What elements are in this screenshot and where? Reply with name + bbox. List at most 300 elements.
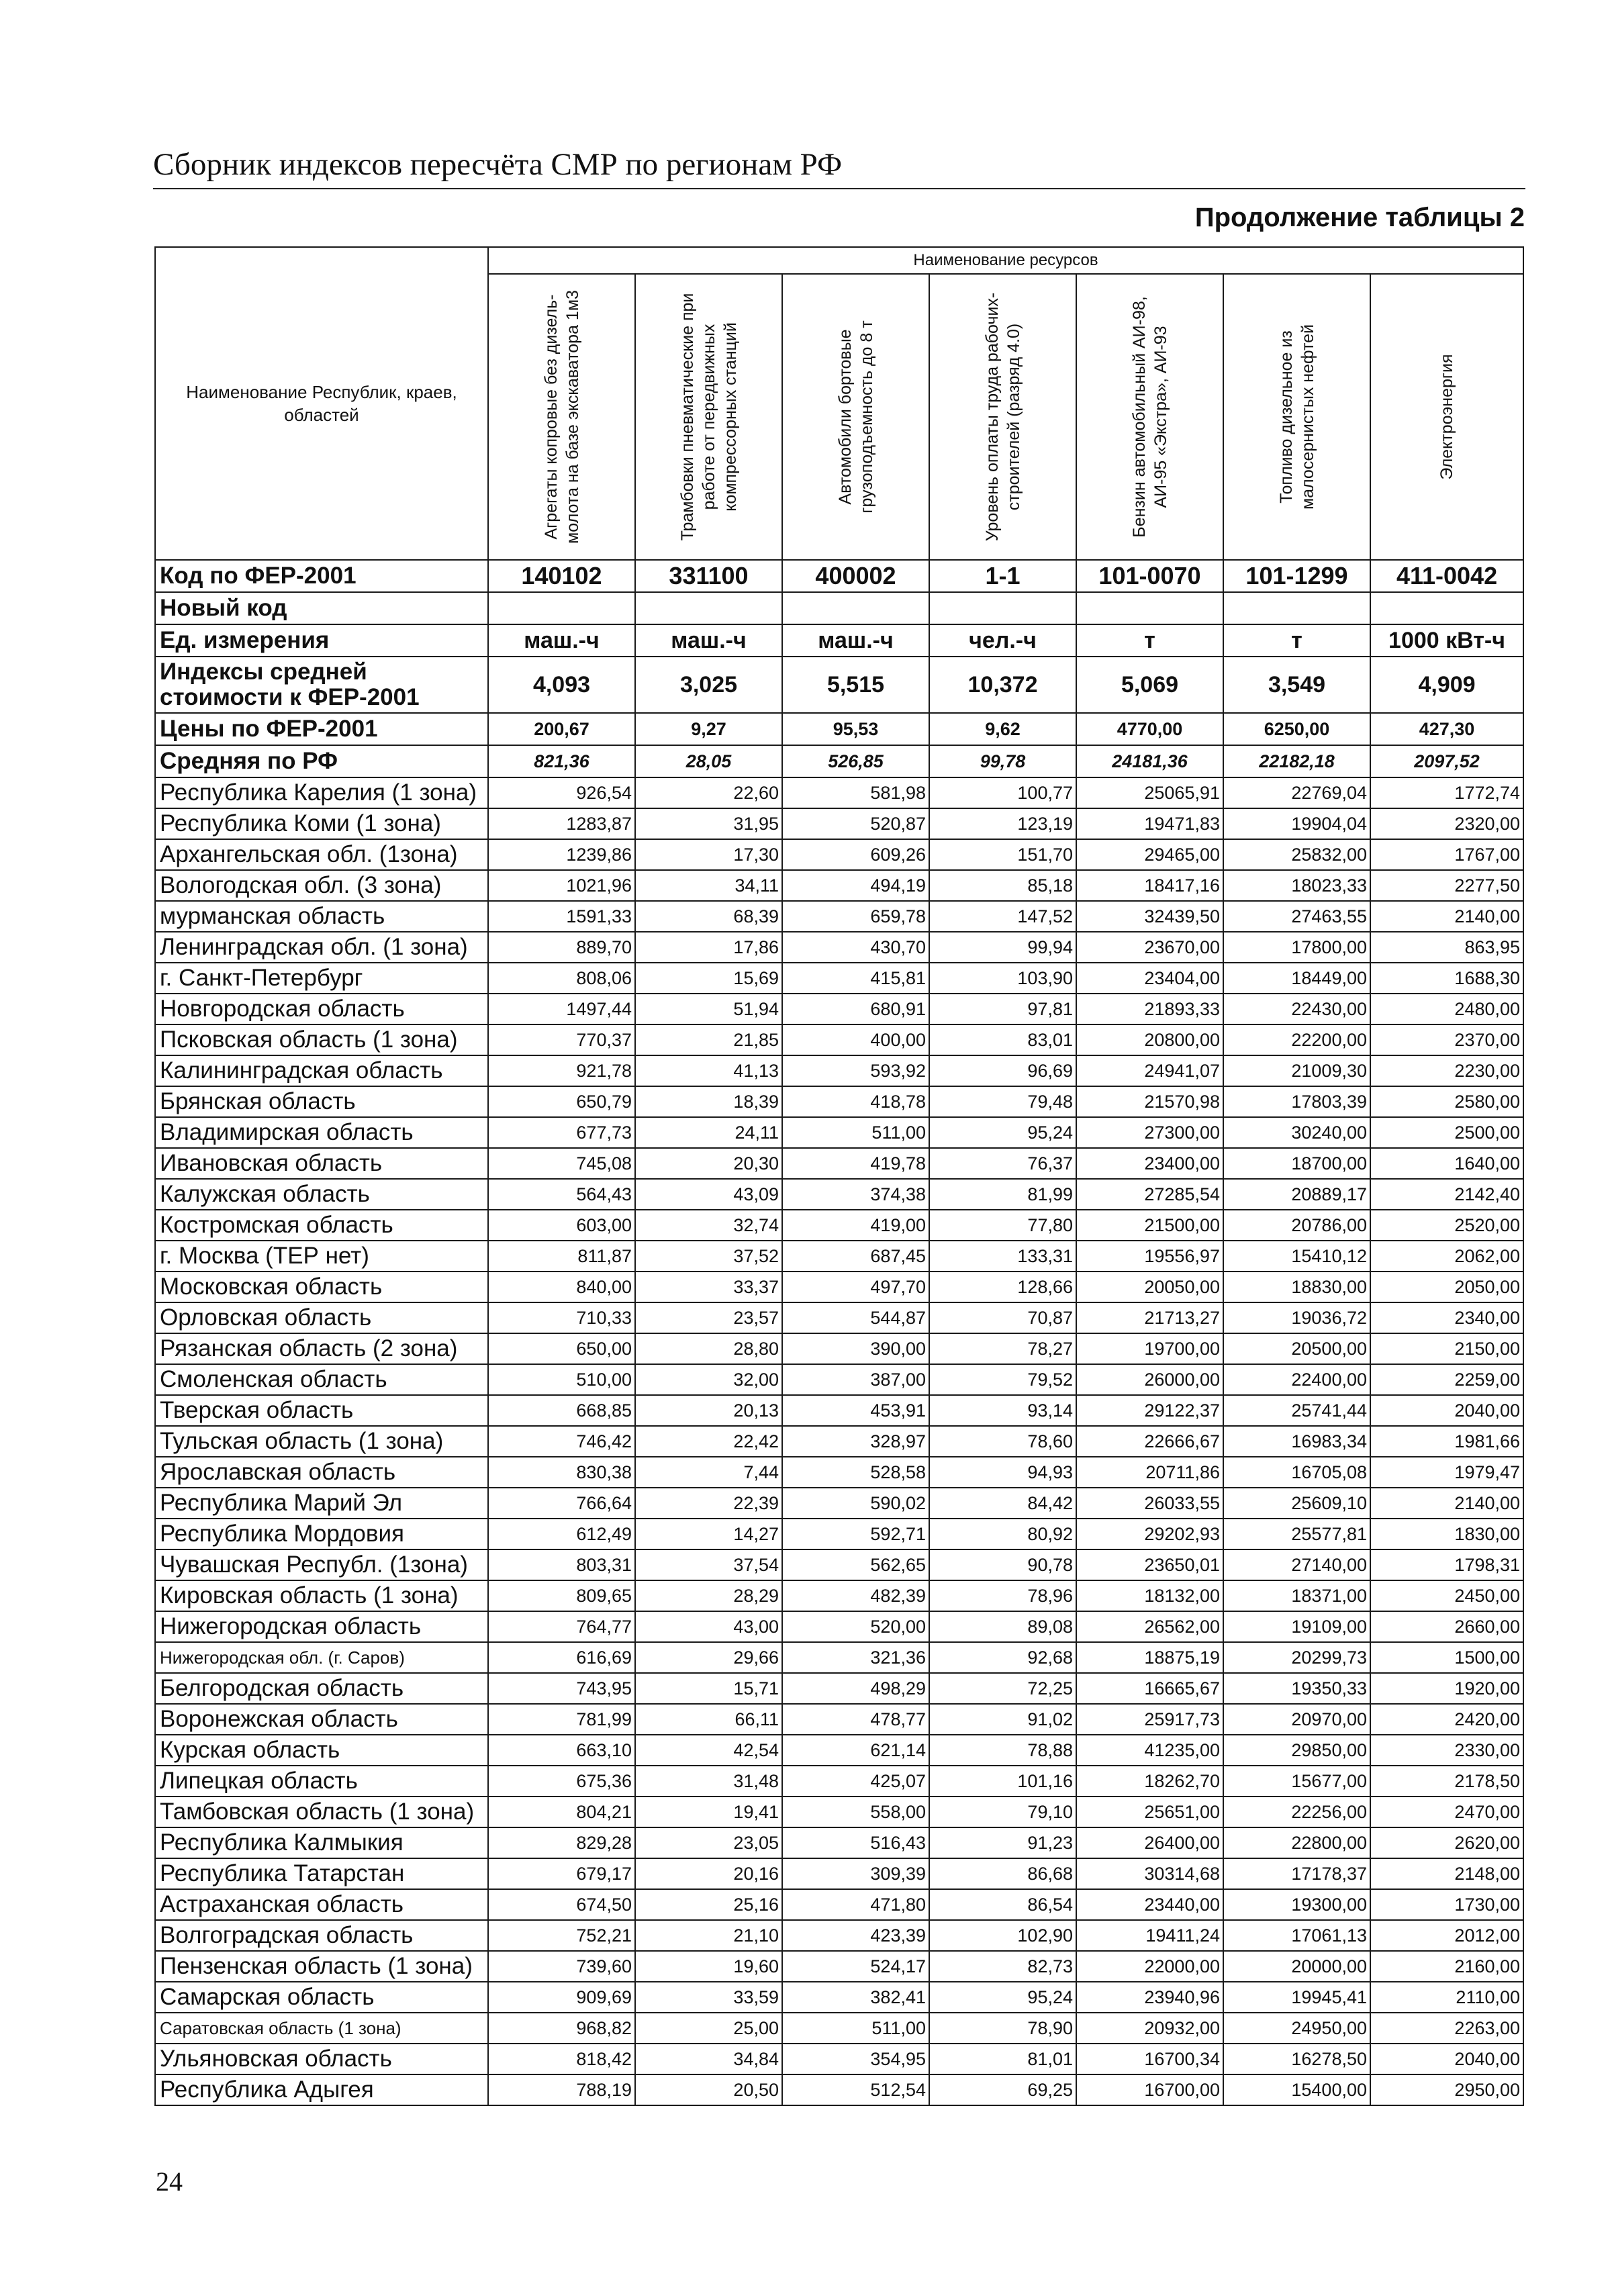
value-cell: 34,11	[635, 870, 782, 901]
page-number: 24	[156, 2166, 183, 2197]
meta-cell: 1-1	[929, 560, 1076, 592]
value-cell: 22800,00	[1223, 1827, 1370, 1858]
table-row	[155, 1302, 1523, 1333]
value-cell: 22666,67	[1076, 1426, 1223, 1457]
value-cell: 1640,00	[1370, 1148, 1523, 1179]
value-cell: 592,71	[782, 1519, 929, 1549]
value-cell: 19700,00	[1076, 1333, 1223, 1364]
value-cell: 25651,00	[1076, 1797, 1223, 1827]
value-cell: 84,42	[929, 1488, 1076, 1519]
resource-header-label: Электроэнергия	[1437, 354, 1457, 480]
value-cell: 471,80	[782, 1889, 929, 1920]
value-cell: 96,69	[929, 1055, 1076, 1086]
value-cell: 482,39	[782, 1580, 929, 1611]
value-cell: 25741,44	[1223, 1395, 1370, 1426]
resource-header-label: Топливо дизельное из малосернистых нефтей	[1276, 324, 1317, 510]
region-name-cell: Тамбовская область (1 зона)	[155, 1797, 488, 1827]
table-row	[155, 1148, 1523, 1179]
region-name-cell: Владимирская область	[155, 1117, 488, 1148]
value-cell: 23650,01	[1076, 1549, 1223, 1580]
value-cell: 32439,50	[1076, 901, 1223, 932]
value-cell: 2480,00	[1370, 994, 1523, 1024]
value-cell: 659,78	[782, 901, 929, 932]
value-cell: 29850,00	[1223, 1735, 1370, 1766]
value-cell: 2580,00	[1370, 1086, 1523, 1117]
value-cell: 102,90	[929, 1920, 1076, 1951]
value-cell: 2620,00	[1370, 1827, 1523, 1858]
value-cell: 28,29	[635, 1580, 782, 1611]
value-cell: 419,00	[782, 1210, 929, 1241]
table-row	[155, 1179, 1523, 1210]
value-cell: 34,84	[635, 2044, 782, 2074]
value-cell: 20500,00	[1223, 1333, 1370, 1364]
value-cell: 581,98	[782, 777, 929, 808]
value-cell: 18023,33	[1223, 870, 1370, 901]
table-row	[155, 1920, 1523, 1951]
value-cell: 18417,16	[1076, 870, 1223, 901]
value-cell: 23940,96	[1076, 1982, 1223, 2013]
value-cell: 2277,50	[1370, 870, 1523, 901]
value-cell: 544,87	[782, 1302, 929, 1333]
value-cell: 78,96	[929, 1580, 1076, 1611]
resource-header-4	[929, 274, 1076, 560]
value-cell: 69,25	[929, 2074, 1076, 2105]
table-row	[155, 1797, 1523, 1827]
value-cell: 17,30	[635, 839, 782, 870]
meta-cell: 6250,00	[1223, 713, 1370, 745]
resource-header-label: Уровень оплаты труда рабочих-строителей (разряд 4.0)	[982, 292, 1023, 542]
value-cell: 79,48	[929, 1086, 1076, 1117]
value-cell: 22769,04	[1223, 777, 1370, 808]
meta-cell: 5,515	[782, 657, 929, 713]
value-cell: 25577,81	[1223, 1519, 1370, 1549]
value-cell: 20711,86	[1076, 1457, 1223, 1488]
value-cell: 2230,00	[1370, 1055, 1523, 1086]
region-name-cell: Липецкая область	[155, 1766, 488, 1797]
meta-cell: 526,85	[782, 745, 929, 777]
table-row	[155, 1055, 1523, 1086]
region-name-cell: Московская область	[155, 1272, 488, 1302]
value-cell: 511,00	[782, 2013, 929, 2044]
region-name-cell: Воронежская область	[155, 1704, 488, 1735]
value-cell: 2500,00	[1370, 1117, 1523, 1148]
value-cell: 22,42	[635, 1426, 782, 1457]
value-cell: 840,00	[488, 1272, 635, 1302]
value-cell: 478,77	[782, 1704, 929, 1735]
value-cell: 830,38	[488, 1457, 635, 1488]
value-cell: 7,44	[635, 1457, 782, 1488]
value-cell: 2320,00	[1370, 808, 1523, 839]
value-cell: 19300,00	[1223, 1889, 1370, 1920]
value-cell: 86,54	[929, 1889, 1076, 1920]
value-cell: 30314,68	[1076, 1858, 1223, 1889]
value-cell: 37,54	[635, 1549, 782, 1580]
value-cell: 494,19	[782, 870, 929, 901]
value-cell: 21570,98	[1076, 1086, 1223, 1117]
value-cell: 15410,12	[1223, 1241, 1370, 1272]
value-cell: 91,02	[929, 1704, 1076, 1735]
table-row	[155, 2044, 1523, 2074]
value-cell: 23670,00	[1076, 932, 1223, 963]
table-row	[155, 1364, 1523, 1395]
value-cell: 18700,00	[1223, 1148, 1370, 1179]
region-name-cell: Смоленская область	[155, 1364, 488, 1395]
value-cell: 15,69	[635, 963, 782, 994]
table-row	[155, 1086, 1523, 1117]
meta-row-label: Цены по ФЕР-2001	[155, 713, 488, 745]
value-cell: 387,00	[782, 1364, 929, 1395]
value-cell: 20,13	[635, 1395, 782, 1426]
value-cell: 43,09	[635, 1179, 782, 1210]
value-cell: 92,68	[929, 1642, 1076, 1673]
meta-cell: 99,78	[929, 745, 1076, 777]
region-name-cell: Саратовская область (1 зона)	[155, 2013, 488, 2044]
region-name-cell: Ярославская область	[155, 1457, 488, 1488]
region-name-cell: Республика Коми (1 зона)	[155, 808, 488, 839]
value-cell: 15677,00	[1223, 1766, 1370, 1797]
value-cell: 22256,00	[1223, 1797, 1370, 1827]
meta-row	[155, 624, 1523, 657]
value-cell: 803,31	[488, 1549, 635, 1580]
table-row	[155, 2013, 1523, 2044]
value-cell: 147,52	[929, 901, 1076, 932]
value-cell: 21,10	[635, 1920, 782, 1951]
region-name-cell: Курская область	[155, 1735, 488, 1766]
value-cell: 926,54	[488, 777, 635, 808]
region-name-cell: Волгоградская область	[155, 1920, 488, 1951]
value-cell: 680,91	[782, 994, 929, 1024]
value-cell: 78,90	[929, 2013, 1076, 2044]
value-cell: 21,85	[635, 1024, 782, 1055]
meta-cell: 140102	[488, 560, 635, 592]
meta-cell: т	[1223, 624, 1370, 657]
meta-cell: 821,36	[488, 745, 635, 777]
value-cell: 18830,00	[1223, 1272, 1370, 1302]
meta-cell: 1000 кВт-ч	[1370, 624, 1523, 657]
region-name-cell: Орловская область	[155, 1302, 488, 1333]
value-cell: 66,11	[635, 1704, 782, 1735]
region-name-cell: Калужская область	[155, 1179, 488, 1210]
value-cell: 90,78	[929, 1549, 1076, 1580]
resources-group-header: Наименование ресурсов	[488, 247, 1523, 274]
value-cell: 2330,00	[1370, 1735, 1523, 1766]
value-cell: 26400,00	[1076, 1827, 1223, 1858]
value-cell: 77,80	[929, 1210, 1076, 1241]
table-row	[155, 1858, 1523, 1889]
value-cell: 668,85	[488, 1395, 635, 1426]
value-cell: 26562,00	[1076, 1611, 1223, 1642]
region-name-cell: Республика Карелия (1 зона)	[155, 777, 488, 808]
value-cell: 497,70	[782, 1272, 929, 1302]
value-cell: 2040,00	[1370, 2044, 1523, 2074]
value-cell: 23440,00	[1076, 1889, 1223, 1920]
value-cell: 33,37	[635, 1272, 782, 1302]
meta-cell: 3,025	[635, 657, 782, 713]
value-cell: 528,58	[782, 1457, 929, 1488]
value-cell: 2142,40	[1370, 1179, 1523, 1210]
region-name-cell: г. Санкт-Петербург	[155, 963, 488, 994]
value-cell: 81,01	[929, 2044, 1076, 2074]
meta-cell: 200,67	[488, 713, 635, 745]
value-cell: 1239,86	[488, 839, 635, 870]
value-cell: 374,38	[782, 1179, 929, 1210]
value-cell: 99,94	[929, 932, 1076, 963]
value-cell: 22,60	[635, 777, 782, 808]
table-row	[155, 1827, 1523, 1858]
value-cell: 710,33	[488, 1302, 635, 1333]
value-cell: 26033,55	[1076, 1488, 1223, 1519]
value-cell: 30240,00	[1223, 1117, 1370, 1148]
value-cell: 752,21	[488, 1920, 635, 1951]
value-cell: 22400,00	[1223, 1364, 1370, 1395]
meta-cell: 4,909	[1370, 657, 1523, 713]
value-cell: 1497,44	[488, 994, 635, 1024]
value-cell: 400,00	[782, 1024, 929, 1055]
value-cell: 419,78	[782, 1148, 929, 1179]
value-cell: 1730,00	[1370, 1889, 1523, 1920]
value-cell: 1688,30	[1370, 963, 1523, 994]
table-continuation-label: Продолжение таблицы 2	[1194, 203, 1525, 232]
value-cell: 22,39	[635, 1488, 782, 1519]
value-cell: 20970,00	[1223, 1704, 1370, 1735]
value-cell: 2050,00	[1370, 1272, 1523, 1302]
table-row	[155, 901, 1523, 932]
meta-cell	[1223, 592, 1370, 624]
value-cell: 27140,00	[1223, 1549, 1370, 1580]
meta-row	[155, 713, 1523, 745]
value-cell: 17800,00	[1223, 932, 1370, 963]
meta-cell: 9,27	[635, 713, 782, 745]
value-cell: 95,24	[929, 1117, 1076, 1148]
value-cell: 76,37	[929, 1148, 1076, 1179]
value-cell: 17,86	[635, 932, 782, 963]
value-cell: 19471,83	[1076, 808, 1223, 839]
value-cell: 85,18	[929, 870, 1076, 901]
table-row	[155, 1889, 1523, 1920]
region-name-cell: Вологодская обл. (3 зона)	[155, 870, 488, 901]
meta-cell	[1370, 592, 1523, 624]
value-cell: 28,80	[635, 1333, 782, 1364]
meta-cell: 5,069	[1076, 657, 1223, 713]
table-header	[155, 247, 1523, 560]
value-cell: 79,52	[929, 1364, 1076, 1395]
value-cell: 22200,00	[1223, 1024, 1370, 1055]
value-cell: 20932,00	[1076, 2013, 1223, 2044]
value-cell: 18875,19	[1076, 1642, 1223, 1673]
value-cell: 2259,00	[1370, 1364, 1523, 1395]
region-name-cell: Республика Мордовия	[155, 1519, 488, 1549]
value-cell: 95,24	[929, 1982, 1076, 2013]
value-cell: 103,90	[929, 963, 1076, 994]
value-cell: 19904,04	[1223, 808, 1370, 839]
value-cell: 1500,00	[1370, 1642, 1523, 1673]
meta-cell: 95,53	[782, 713, 929, 745]
value-cell: 390,00	[782, 1333, 929, 1364]
value-cell: 27463,55	[1223, 901, 1370, 932]
value-cell: 616,69	[488, 1642, 635, 1673]
value-cell: 512,54	[782, 2074, 929, 2105]
meta-cell: 24181,36	[1076, 745, 1223, 777]
region-name-cell: Белгородская область	[155, 1673, 488, 1704]
value-cell: 781,99	[488, 1704, 635, 1735]
value-cell: 2140,00	[1370, 1488, 1523, 1519]
table-row	[155, 1611, 1523, 1642]
value-cell: 677,73	[488, 1117, 635, 1148]
table-row	[155, 1982, 1523, 2013]
value-cell: 2062,00	[1370, 1241, 1523, 1272]
table-row	[155, 1457, 1523, 1488]
table-row	[155, 777, 1523, 808]
table-row	[155, 1395, 1523, 1426]
value-cell: 83,01	[929, 1024, 1076, 1055]
resource-header-5	[1076, 274, 1223, 560]
resource-header-label: Бензин автомобильный АИ-98, АИ-95 «Экстра», АИ-93	[1129, 296, 1170, 538]
region-name-cell: Республика Адыгея	[155, 2074, 488, 2105]
meta-cell: маш.-ч	[488, 624, 635, 657]
region-name-cell: Республика Марий Эл	[155, 1488, 488, 1519]
meta-cell: 101-1299	[1223, 560, 1370, 592]
value-cell: 23,57	[635, 1302, 782, 1333]
value-cell: 564,43	[488, 1179, 635, 1210]
value-cell: 889,70	[488, 932, 635, 963]
value-cell: 19,41	[635, 1797, 782, 1827]
value-cell: 20050,00	[1076, 1272, 1223, 1302]
meta-cell: 427,30	[1370, 713, 1523, 745]
resource-header-label: Автомобили бортовые грузоподъемность до 8 т	[835, 320, 876, 514]
running-title: Сборник индексов пересчёта СМР по регионам РФ	[153, 142, 1525, 189]
value-cell: 27285,54	[1076, 1179, 1223, 1210]
value-cell: 19,60	[635, 1951, 782, 1982]
value-cell: 1591,33	[488, 901, 635, 932]
region-name-cell: Республика Татарстан	[155, 1858, 488, 1889]
value-cell: 453,91	[782, 1395, 929, 1426]
value-cell: 590,02	[782, 1488, 929, 1519]
value-cell: 123,19	[929, 808, 1076, 839]
value-cell: 18132,00	[1076, 1580, 1223, 1611]
value-cell: 524,17	[782, 1951, 929, 1982]
region-name-cell: Ленинградская обл. (1 зона)	[155, 932, 488, 963]
value-cell: 29,66	[635, 1642, 782, 1673]
value-cell: 16983,34	[1223, 1426, 1370, 1457]
table-row	[155, 1488, 1523, 1519]
table-row	[155, 1580, 1523, 1611]
meta-cell: 411-0042	[1370, 560, 1523, 592]
table-row	[155, 932, 1523, 963]
value-cell: 2370,00	[1370, 1024, 1523, 1055]
meta-cell: 101-0070	[1076, 560, 1223, 592]
value-cell: 621,14	[782, 1735, 929, 1766]
meta-cell: 3,549	[1223, 657, 1370, 713]
meta-row	[155, 592, 1523, 624]
value-cell: 770,37	[488, 1024, 635, 1055]
value-cell: 423,39	[782, 1920, 929, 1951]
region-name-cell: Нижегородская область	[155, 1611, 488, 1642]
value-cell: 25832,00	[1223, 839, 1370, 870]
value-cell: 418,78	[782, 1086, 929, 1117]
region-name-cell: Костромская область	[155, 1210, 488, 1241]
resource-header-label: Трамбовки пневматические при работе от передвижных компрессорных станций	[677, 293, 740, 541]
region-name-cell: Кировская область (1 зона)	[155, 1580, 488, 1611]
value-cell: 25609,10	[1223, 1488, 1370, 1519]
value-cell: 609,26	[782, 839, 929, 870]
value-cell: 811,87	[488, 1241, 635, 1272]
meta-cell	[1076, 592, 1223, 624]
value-cell: 20,30	[635, 1148, 782, 1179]
region-column-header: Наименование Республик, краев, областей	[155, 247, 488, 560]
value-cell: 19350,33	[1223, 1673, 1370, 1704]
value-cell: 498,29	[782, 1673, 929, 1704]
value-cell: 17178,37	[1223, 1858, 1370, 1889]
meta-row-label: Ед. измерения	[155, 624, 488, 657]
value-cell: 804,21	[488, 1797, 635, 1827]
meta-row-label: Индексы средней стоимости к ФЕР-2001	[155, 657, 488, 713]
value-cell: 31,95	[635, 808, 782, 839]
value-cell: 20,16	[635, 1858, 782, 1889]
value-cell: 2140,00	[1370, 901, 1523, 932]
value-cell: 1021,96	[488, 870, 635, 901]
value-cell: 16278,50	[1223, 2044, 1370, 2074]
value-cell: 650,79	[488, 1086, 635, 1117]
table-row	[155, 1673, 1523, 1704]
region-name-cell: Астраханская область	[155, 1889, 488, 1920]
value-cell: 21009,30	[1223, 1055, 1370, 1086]
value-cell: 32,00	[635, 1364, 782, 1395]
value-cell: 78,27	[929, 1333, 1076, 1364]
value-cell: 1920,00	[1370, 1673, 1523, 1704]
value-cell: 21500,00	[1076, 1210, 1223, 1241]
value-cell: 97,81	[929, 994, 1076, 1024]
value-cell: 2470,00	[1370, 1797, 1523, 1827]
value-cell: 739,60	[488, 1951, 635, 1982]
value-cell: 19036,72	[1223, 1302, 1370, 1333]
region-name-cell: Ульяновская область	[155, 2044, 488, 2074]
value-cell: 2160,00	[1370, 1951, 1523, 1982]
value-cell: 2340,00	[1370, 1302, 1523, 1333]
meta-row	[155, 657, 1523, 713]
meta-row-label: Средняя по РФ	[155, 745, 488, 777]
value-cell: 78,60	[929, 1426, 1076, 1457]
value-cell: 24941,07	[1076, 1055, 1223, 1086]
value-cell: 25,16	[635, 1889, 782, 1920]
value-cell: 603,00	[488, 1210, 635, 1241]
value-cell: 430,70	[782, 932, 929, 963]
meta-row	[155, 745, 1523, 777]
value-cell: 26000,00	[1076, 1364, 1223, 1395]
value-cell: 25917,73	[1076, 1704, 1223, 1735]
value-cell: 425,07	[782, 1766, 929, 1797]
value-cell: 133,31	[929, 1241, 1076, 1272]
value-cell: 1830,00	[1370, 1519, 1523, 1549]
value-cell: 41,13	[635, 1055, 782, 1086]
value-cell: 20299,73	[1223, 1642, 1370, 1673]
value-cell: 18371,00	[1223, 1580, 1370, 1611]
value-cell: 2420,00	[1370, 1704, 1523, 1735]
meta-cell	[782, 592, 929, 624]
value-cell: 100,77	[929, 777, 1076, 808]
value-cell: 19945,41	[1223, 1982, 1370, 2013]
meta-cell: т	[1076, 624, 1223, 657]
value-cell: 68,39	[635, 901, 782, 932]
value-cell: 24950,00	[1223, 2013, 1370, 2044]
value-cell: 663,10	[488, 1735, 635, 1766]
meta-cell: 22182,18	[1223, 745, 1370, 777]
value-cell: 22430,00	[1223, 994, 1370, 1024]
region-name-cell: Пензенская область (1 зона)	[155, 1951, 488, 1982]
value-cell: 2040,00	[1370, 1395, 1523, 1426]
value-cell: 18,39	[635, 1086, 782, 1117]
value-cell: 16665,67	[1076, 1673, 1223, 1704]
value-cell: 809,65	[488, 1580, 635, 1611]
